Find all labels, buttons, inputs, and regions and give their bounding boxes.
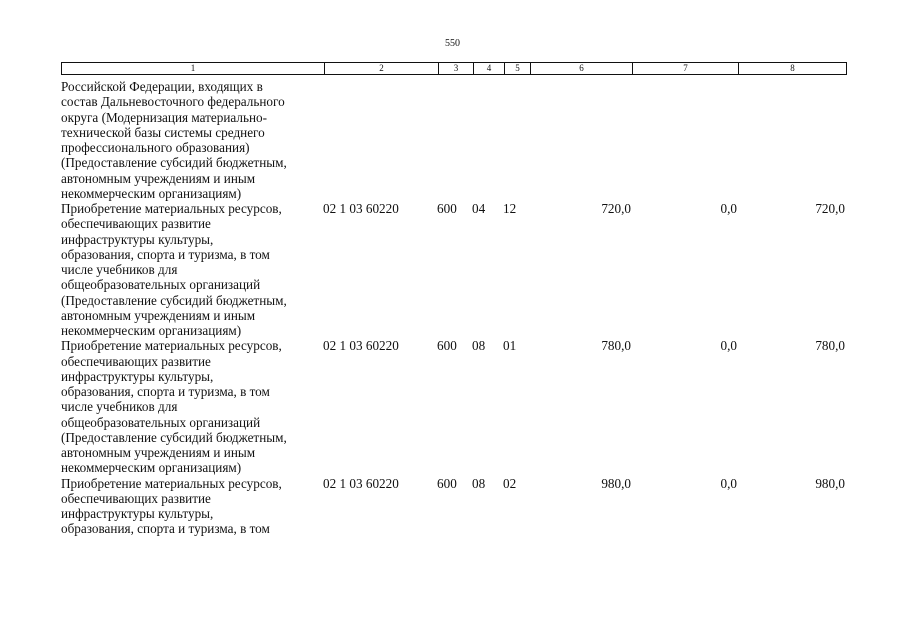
row-col-3: 600 xyxy=(437,475,457,491)
row-col-6: 980,0 xyxy=(601,475,631,491)
description-line: Приобретение материальных ресурсов, xyxy=(61,338,282,354)
row-code: 02 1 03 60220 xyxy=(323,475,399,491)
description-line: некоммерческим организациям) xyxy=(61,185,242,201)
description-line: обеспечивающих развитие xyxy=(61,490,211,506)
row-code: 02 1 03 60220 xyxy=(323,201,399,216)
row-col-4: 08 xyxy=(472,338,486,354)
row-col-5: 12 xyxy=(503,201,517,216)
row-col-4: 04 xyxy=(472,201,486,216)
description-line: (Предоставление субсидий бюджетным, xyxy=(61,155,287,171)
description-line: общеобразовательных организаций xyxy=(61,277,261,293)
header-col-4: 4 xyxy=(473,63,504,74)
row-col-7: 0,0 xyxy=(720,475,737,491)
description-line: общеобразовательных организаций xyxy=(61,414,261,430)
row-code: 02 1 03 60220 xyxy=(323,338,399,354)
table-row xyxy=(61,476,847,537)
description-line: технической базы системы среднего xyxy=(61,124,265,140)
description-line: округа (Модернизация материально- xyxy=(61,109,268,125)
row-col-3: 600 xyxy=(437,338,457,354)
description-line: некоммерческим организациям) xyxy=(61,460,242,476)
header-col-1: 1 xyxy=(190,63,196,73)
description-line: образования, спорта и туризма, в том xyxy=(61,384,270,399)
header-col-6: 6 xyxy=(530,63,632,74)
row-col-7: 0,0 xyxy=(720,338,737,354)
description-line: автономным учреждениям и иным xyxy=(61,170,256,186)
row-col-8: 720,0 xyxy=(815,201,845,216)
description-line: (Предоставление субсидий бюджетным, xyxy=(61,292,287,308)
header-col-7: 7 xyxy=(632,63,738,74)
description-line: обеспечивающих развитие xyxy=(61,353,211,369)
table-header xyxy=(61,62,847,75)
header-col-2: 2 xyxy=(324,63,438,74)
page-number: 550 xyxy=(445,38,460,49)
row-description xyxy=(61,476,323,537)
row-col-3: 600 xyxy=(437,201,457,216)
row-col-8: 780,0 xyxy=(815,338,845,354)
description-line: некоммерческим организациям) xyxy=(61,323,242,338)
header-col-3: 3 xyxy=(438,63,473,74)
row-col-6: 720,0 xyxy=(601,201,631,216)
row-col-5: 02 xyxy=(503,475,517,491)
row-col-4: 08 xyxy=(472,475,486,491)
description-line: автономным учреждениям и иным xyxy=(61,445,256,460)
description-line: Приобретение материальных ресурсов, xyxy=(61,475,282,491)
row-description xyxy=(61,338,323,475)
description-line: образования, спорта и туризма, в том xyxy=(61,521,270,537)
description-line: (Предоставление субсидий бюджетным, xyxy=(61,429,287,445)
description-line: Российской Федерации, входящих в xyxy=(61,79,263,94)
description-line: обеспечивающих развитие xyxy=(61,216,211,232)
row-description xyxy=(61,201,323,338)
description-line: числе учебников для xyxy=(61,399,178,415)
row-col-8: 980,0 xyxy=(815,475,845,491)
description-line: состав Дальневосточного федерального xyxy=(61,94,285,110)
description-line: профессионального образования) xyxy=(61,140,250,155)
table-row xyxy=(61,201,847,338)
row-col-6: 780,0 xyxy=(601,338,631,354)
description-line: инфраструктуры культуры, xyxy=(61,231,214,247)
header-col-5: 5 xyxy=(504,63,530,74)
table-row xyxy=(61,79,847,201)
description-line: Приобретение материальных ресурсов, xyxy=(61,201,282,216)
description-line: образования, спорта и туризма, в том xyxy=(61,246,270,262)
table-body xyxy=(61,79,847,537)
table-row xyxy=(61,338,847,475)
description-line: числе учебников для xyxy=(61,262,178,277)
description-line: автономным учреждениям и иным xyxy=(61,307,256,323)
description-line: инфраструктуры культуры, xyxy=(61,506,214,521)
row-col-7: 0,0 xyxy=(720,201,737,216)
row-col-5: 01 xyxy=(503,338,517,354)
header-col-8: 8 xyxy=(738,63,846,74)
row-description xyxy=(61,79,323,201)
description-line: инфраструктуры культуры, xyxy=(61,368,214,384)
